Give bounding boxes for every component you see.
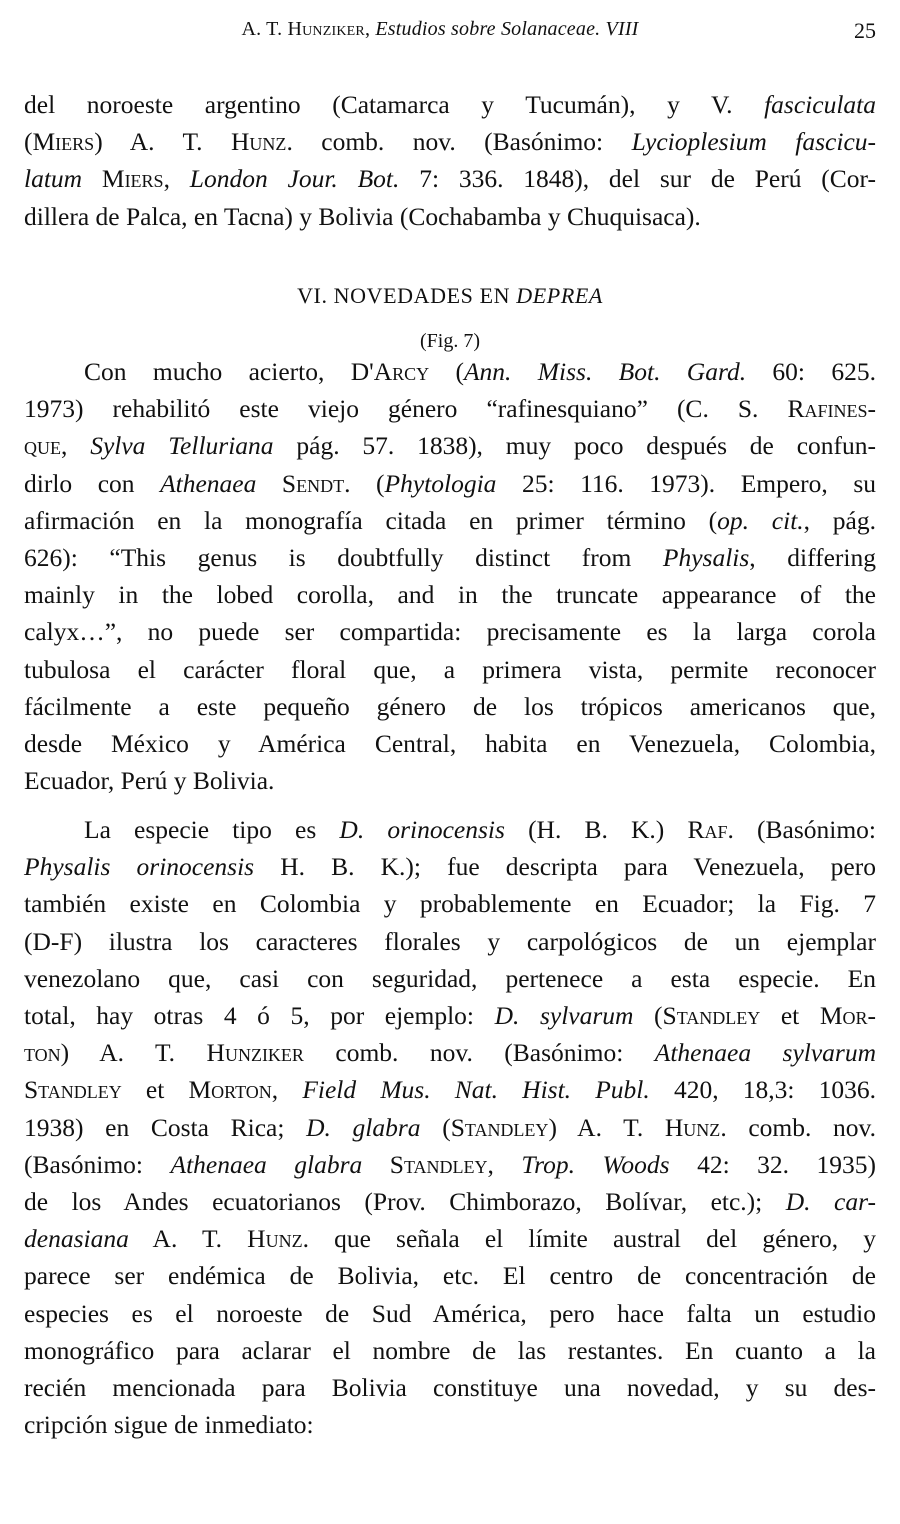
- text-line: [24, 428, 876, 464]
- text-run: de los Andes ecuatorianos (Prov. Chimborazo, Bolívar, etc.);: [24, 1187, 786, 1216]
- text-run: A. T.: [241, 18, 288, 40]
- text-run: Con mucho acierto, D': [84, 357, 374, 386]
- small-caps-run: Hunziker: [287, 18, 365, 40]
- text-line: [24, 391, 876, 427]
- text-run: venezolano que, casi con seguridad, pertenece a esta especie. En: [24, 963, 876, 993]
- italic-run: D. car-: [785, 1187, 877, 1216]
- text-run: 420, 18,3: 1036.: [649, 1075, 877, 1105]
- small-caps-run: Morton: [188, 1075, 272, 1105]
- text-run: parece ser endémica de Bolivia, etc. El centro de concentración de: [24, 1261, 876, 1291]
- italic-run: Physalis: [662, 543, 750, 572]
- text-run: La especie tipo es: [84, 815, 340, 844]
- text-line: [24, 466, 876, 502]
- small-caps-run: que: [24, 431, 61, 461]
- italic-run: Ann. Miss. Bot. Gard.: [463, 357, 747, 386]
- text-run: ,: [487, 1149, 522, 1179]
- italic-run: D. orinocensis: [339, 815, 505, 844]
- running-head: [145, 18, 735, 41]
- italic-run: Athenaea glabra: [170, 1149, 363, 1179]
- text-run: (: [24, 127, 33, 157]
- text-run: . que señala el límite austral del género, y: [302, 1224, 876, 1254]
- text-line: [24, 961, 876, 997]
- text-run: ,: [364, 18, 376, 40]
- text-run: (H. B. K.): [504, 815, 688, 844]
- text-line: [24, 1296, 876, 1332]
- text-run: (Basónimo:: [24, 1149, 171, 1179]
- text-line: [24, 1258, 876, 1294]
- text-run: recién mencionada para Bolivia constituye una novedad, y su des-: [24, 1373, 876, 1402]
- text-run: , differing: [749, 543, 876, 572]
- text-run: monográfico para aclarar el nombre de las restantes. En cuanto a la: [24, 1335, 876, 1365]
- text-run: et: [760, 1001, 820, 1030]
- italic-run: London Jour. Bot.: [189, 164, 400, 194]
- text-run: (D-F) ilustra los caracteres florales y carpológicos de un ejemplar: [24, 926, 876, 956]
- text-run: del noroeste argentino (Catamarca y Tucumán), y V.: [24, 90, 765, 119]
- text-run: [256, 469, 282, 498]
- text-run: ) A. T.: [60, 1038, 207, 1068]
- text-line: [24, 614, 876, 650]
- text-run: ,: [163, 164, 190, 194]
- small-caps-run: Standley: [389, 1149, 488, 1179]
- text-run: 42: 32. 1935): [669, 1149, 877, 1179]
- text-run: dirlo con: [24, 468, 161, 498]
- italic-run: D. sylvarum: [494, 1001, 634, 1030]
- text-line: [24, 849, 876, 885]
- italic-run: Estudios sobre Solanaceae. VIII: [375, 18, 639, 40]
- text-run: Ecuador, Perú y Bolivia.: [24, 766, 275, 796]
- text-run: . comb. nov.: [720, 1112, 876, 1142]
- text-line: [24, 998, 876, 1034]
- small-caps-run: Hunz: [664, 1112, 721, 1142]
- italic-run: D. glabra: [306, 1112, 421, 1142]
- small-caps-run: Sendt: [281, 468, 345, 498]
- text-line: [24, 1370, 876, 1406]
- text-line: [24, 87, 876, 123]
- small-caps-run: Miers: [32, 127, 95, 157]
- page-number: 25: [854, 18, 876, 43]
- text-run: calyx…”, no puede ser compartida: precisamente es la larga corola: [24, 617, 876, 647]
- text-run: 25: 116. 1973). Empero, su: [496, 468, 876, 498]
- text-run: 60: 625.: [746, 357, 876, 386]
- small-caps-run: Raf: [687, 815, 728, 844]
- text-line: [24, 124, 876, 160]
- text-run: (: [429, 357, 464, 386]
- text-run: H. B. K.); fue descripta para Venezuela, pero: [254, 852, 876, 882]
- text-line: [24, 1407, 876, 1443]
- text-line: [24, 199, 876, 235]
- text-run: et: [121, 1075, 189, 1105]
- text-line: [24, 1035, 876, 1071]
- text-run: también existe en Colombia y probablemente en Ecuador; la Fig. 7: [24, 889, 876, 919]
- text-line: [24, 763, 876, 799]
- text-line: [84, 812, 876, 848]
- italic-run: fasciculata: [764, 90, 876, 119]
- text-run: pág. 57. 1838), muy poco después de confun-: [273, 431, 876, 461]
- small-caps-run: Mor-: [819, 1001, 876, 1030]
- text-run: 1938) en Costa Rica;: [24, 1112, 307, 1142]
- text-run: (: [633, 1001, 663, 1030]
- text-run: . (: [344, 468, 385, 498]
- text-run: (: [420, 1112, 451, 1142]
- text-run: 7: 336. 1848), del sur de Perú (Cor-: [399, 164, 876, 194]
- text-line: [24, 924, 876, 960]
- italic-run: denasiana: [24, 1224, 129, 1254]
- text-line: [24, 161, 876, 197]
- text-run: [362, 1150, 390, 1179]
- figure-reference: (Fig. 7): [420, 330, 480, 352]
- italic-run: Athenaea: [160, 468, 257, 498]
- text-run: fácilmente a este pequeño género de los trópicos americanos que,: [24, 691, 876, 721]
- text-line: [24, 1110, 876, 1146]
- text-line: [24, 726, 876, 762]
- italic-run: DEPREA: [516, 283, 603, 308]
- text-run: dillera de Palca, en Tacna) y Bolivia (Cochabamba y Chuquisaca).: [24, 201, 701, 231]
- text-run: VI. NOVEDADES EN: [297, 283, 517, 308]
- italic-run: Sylva Telluriana: [90, 431, 274, 461]
- text-run: , pág.: [803, 505, 876, 535]
- small-caps-run: Arcy: [373, 357, 430, 386]
- small-caps-run: Standley: [662, 1001, 761, 1030]
- text-line: [24, 1221, 876, 1257]
- text-run: . (Basónimo:: [727, 815, 876, 844]
- text-run: . comb. nov. (Basónimo:: [286, 127, 632, 157]
- text-line: [24, 1147, 876, 1183]
- text-line: [24, 689, 876, 725]
- text-line: [24, 1072, 876, 1108]
- text-run: tubulosa el carácter floral que, a primera vista, permite reconocer: [24, 654, 876, 684]
- text-line: [24, 577, 876, 613]
- text-run: 1973) rehabilitó este viejo género “rafinesquiano” (C. S.: [24, 394, 788, 424]
- small-caps-run: ton: [24, 1038, 61, 1068]
- text-line: [24, 886, 876, 922]
- italic-run: Phytologia: [384, 468, 497, 498]
- text-run: afirmación en la monografía citada en primer término (: [24, 505, 718, 535]
- text-line: [84, 354, 876, 390]
- small-caps-run: Hunz: [231, 127, 287, 157]
- text-run: comb. nov. (Basónimo:: [303, 1038, 655, 1068]
- italic-run: op. cit.: [717, 505, 804, 535]
- italic-run: Athenaea sylvarum: [654, 1038, 877, 1068]
- italic-run: latum: [24, 164, 102, 194]
- text-run: especies es el noroeste de Sud América, pero hace falta un estudio: [24, 1298, 876, 1328]
- text-run: ,: [61, 431, 91, 461]
- small-caps-run: Standley: [450, 1112, 549, 1142]
- section-heading: [0, 283, 900, 309]
- text-run: ) A. T.: [548, 1112, 665, 1142]
- text-line: [24, 503, 876, 539]
- text-run: 626): “This genus is doubtfully distinct from: [24, 543, 663, 572]
- italic-run: Trop. Woods: [521, 1149, 670, 1179]
- text-run: cripción sigue de inmediato:: [24, 1410, 314, 1440]
- small-caps-run: Miers: [101, 164, 164, 194]
- small-caps-run: Rafines-: [787, 394, 876, 424]
- text-run: desde México y América Central, habita en Venezuela, Colombia,: [24, 729, 876, 758]
- text-run: mainly in the lobed corolla, and in the truncate appearance of the: [24, 580, 876, 610]
- italic-run: Lycioplesium fascicu-: [631, 127, 876, 157]
- text-line: [24, 1184, 876, 1220]
- small-caps-run: Hunziker: [206, 1038, 304, 1068]
- text-run: ,: [271, 1075, 303, 1105]
- text-line: [24, 1333, 876, 1369]
- text-run: total, hay otras 4 ó 5, por ejemplo:: [24, 1001, 495, 1030]
- small-caps-run: Standley: [24, 1075, 122, 1105]
- italic-run: Physalis orinocensis: [24, 852, 255, 882]
- italic-run: Field Mus. Nat. Hist. Publ.: [302, 1075, 650, 1105]
- text-run: ) A. T.: [94, 127, 232, 157]
- small-caps-run: Hunz: [247, 1224, 303, 1254]
- text-line: [24, 540, 876, 576]
- text-run: A. T.: [128, 1224, 248, 1254]
- text-line: [24, 652, 876, 688]
